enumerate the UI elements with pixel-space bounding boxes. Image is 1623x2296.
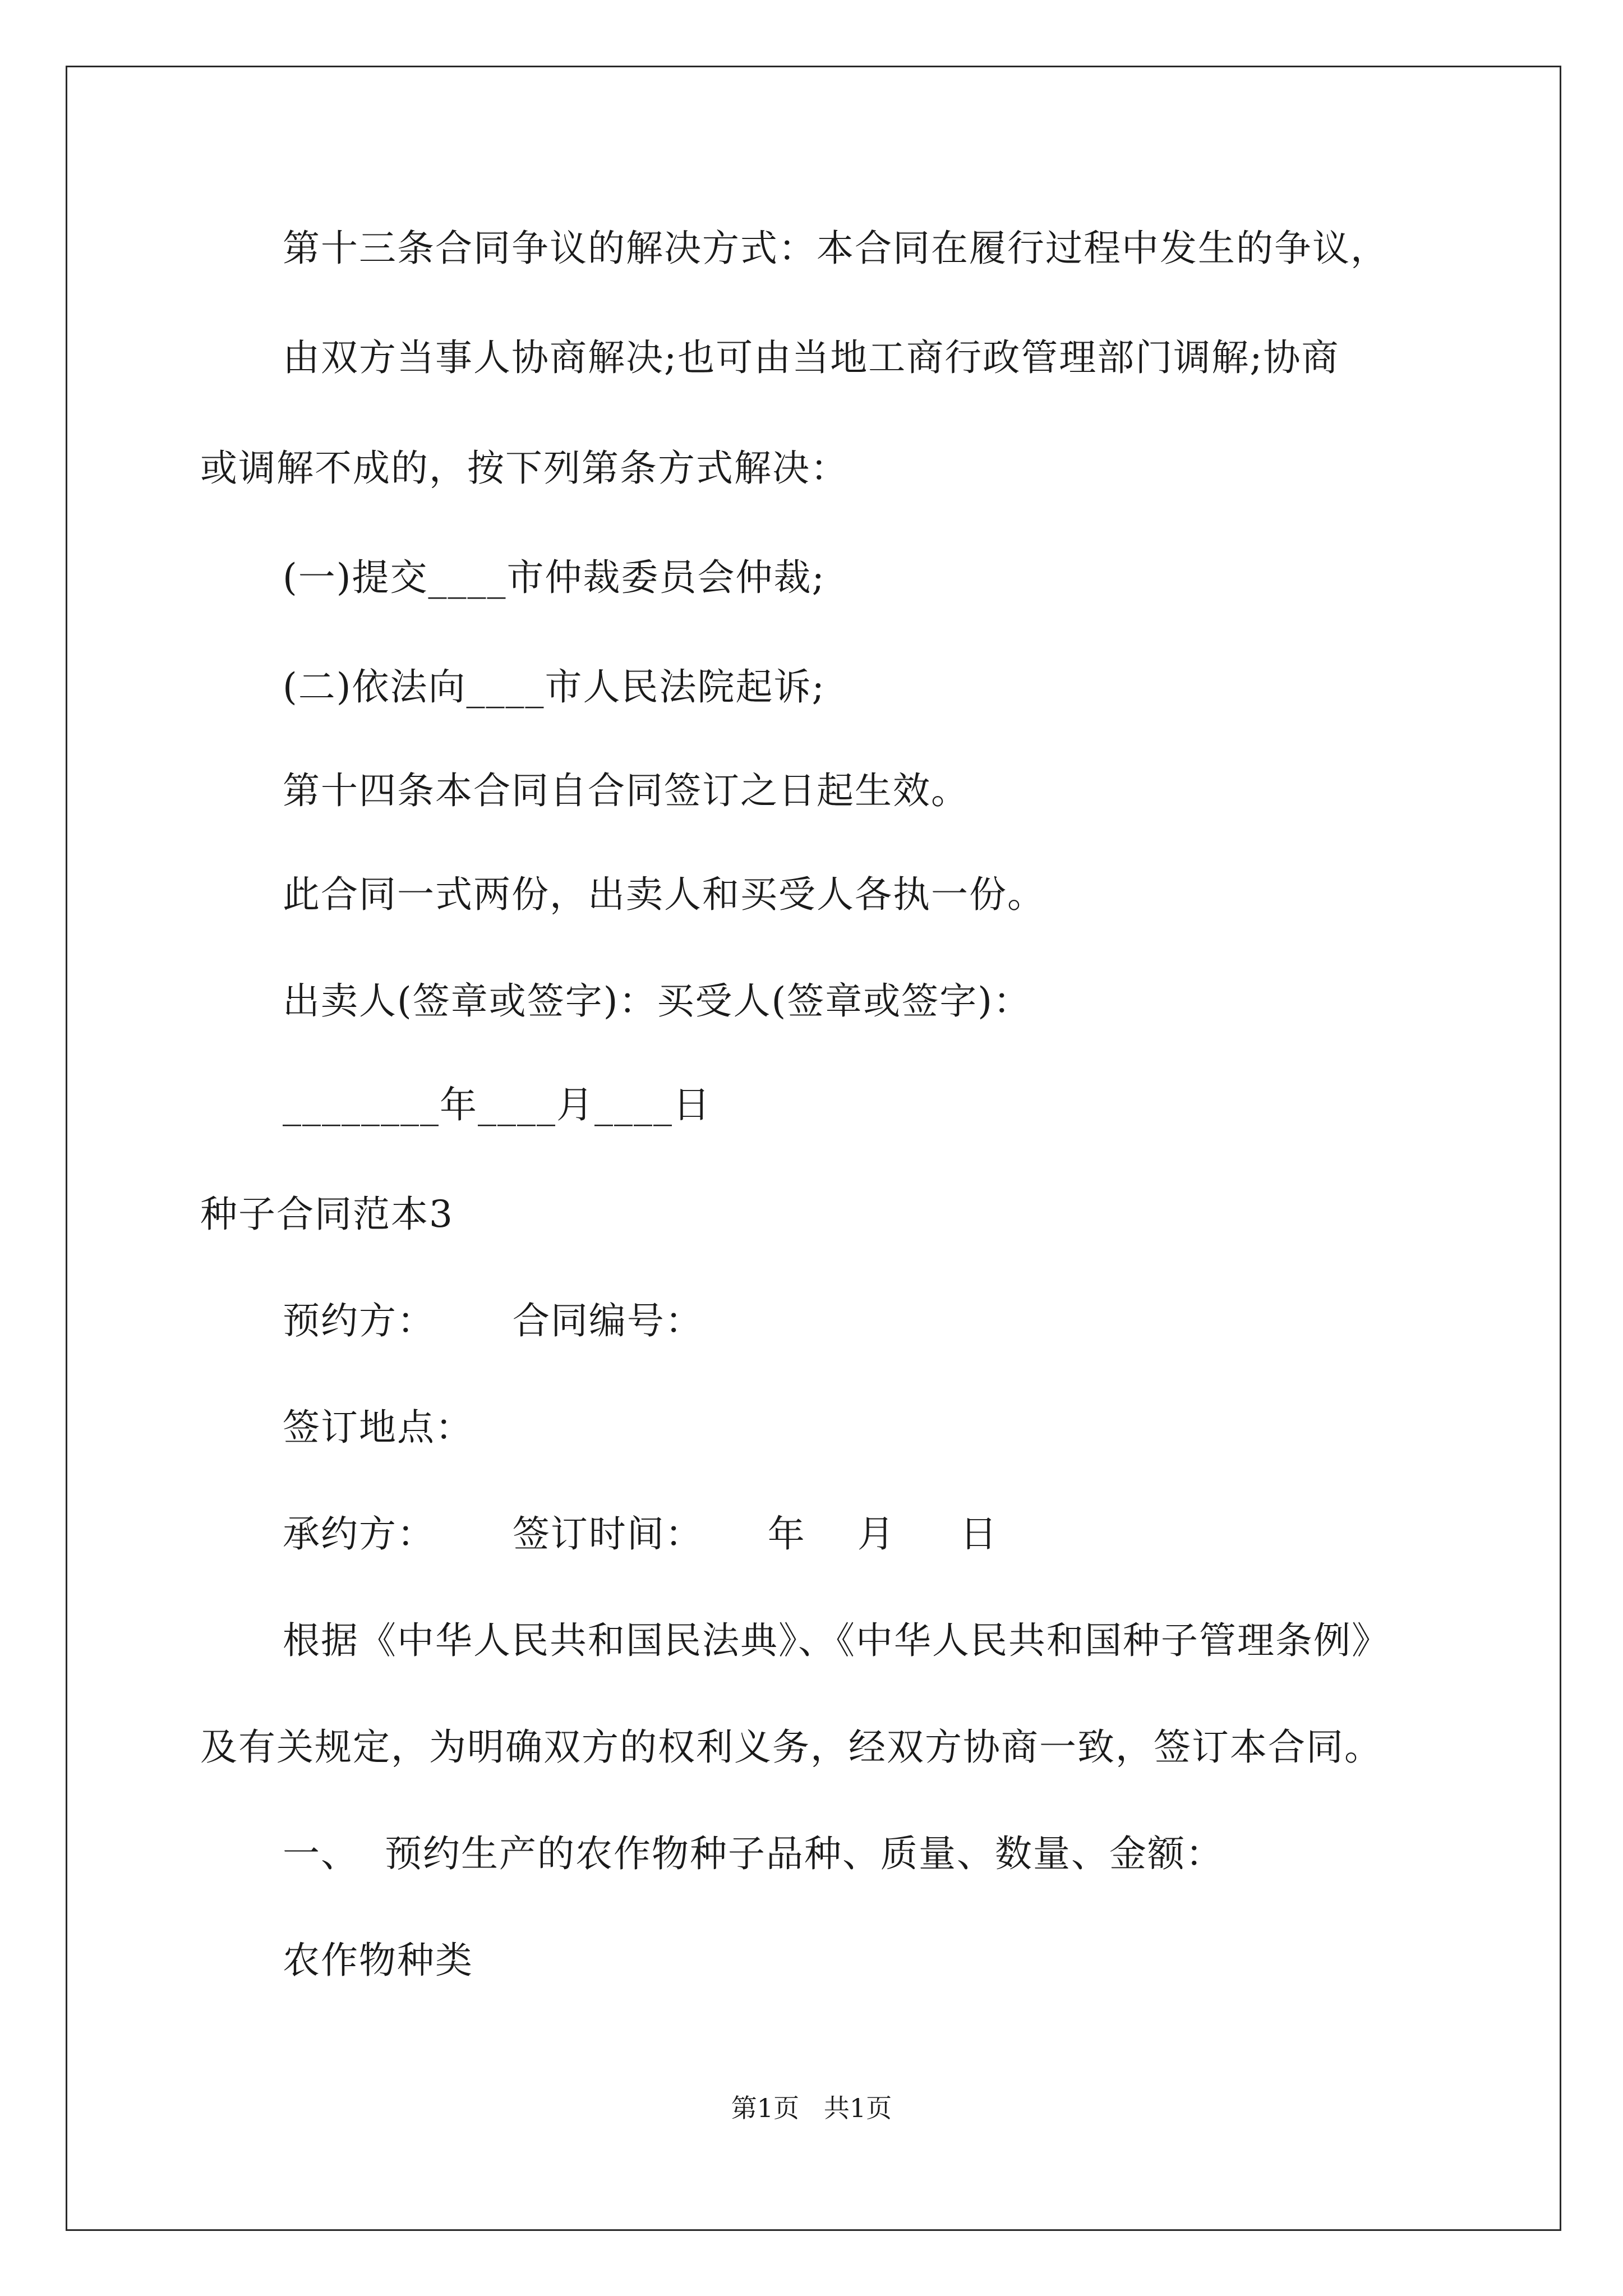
- reservation-party-line: 预约方： 合同编号：: [283, 1299, 703, 1342]
- crop-type-line: 农作物种类: [283, 1939, 473, 1982]
- page-border: [66, 66, 1561, 2231]
- arbitration-option: (一)提交____市仲裁委员会仲裁;: [283, 556, 826, 599]
- section-heading: 种子合同范本3: [200, 1193, 454, 1236]
- clause-13-line-2: 由双方当事人协商解决;也可由当地工商行政管理部门调解;协商: [283, 336, 1340, 379]
- copies-statement: 此合同一式两份，出卖人和买受人各执一份。: [283, 873, 1045, 916]
- clause-13-line-1: 第十三条合同争议的解决方式：本合同在履行过程中发生的争议，: [283, 227, 1389, 270]
- date-line: ________年____月____日: [283, 1083, 711, 1126]
- basis-line-2: 及有关规定，为明确双方的权利义务，经双方协商一致，签订本合同。: [200, 1726, 1382, 1769]
- page-number-footer: 第1页 共1页: [731, 2093, 892, 2123]
- basis-line-1: 根据《中华人民共和国民法典》、《中华人民共和国种子管理条例》: [283, 1619, 1390, 1662]
- item-one-line: 一、 预约生产的农作物种子品种、质量、数量、金额：: [283, 1832, 1224, 1875]
- contractor-line: 承约方： 签订时间： 年 月 日: [283, 1512, 998, 1556]
- signing-place-line: 签订地点：: [283, 1406, 473, 1449]
- clause-13-line-3: 或调解不成的，按下列第条方式解决：: [200, 447, 849, 490]
- clause-14: 第十四条本合同自合同签订之日起生效。: [283, 769, 969, 812]
- litigation-option: (二)依法向____市人民法院起诉;: [283, 665, 826, 708]
- signature-line: 出卖人(签章或签字)：买受人(签章或签字)：: [283, 979, 1031, 1023]
